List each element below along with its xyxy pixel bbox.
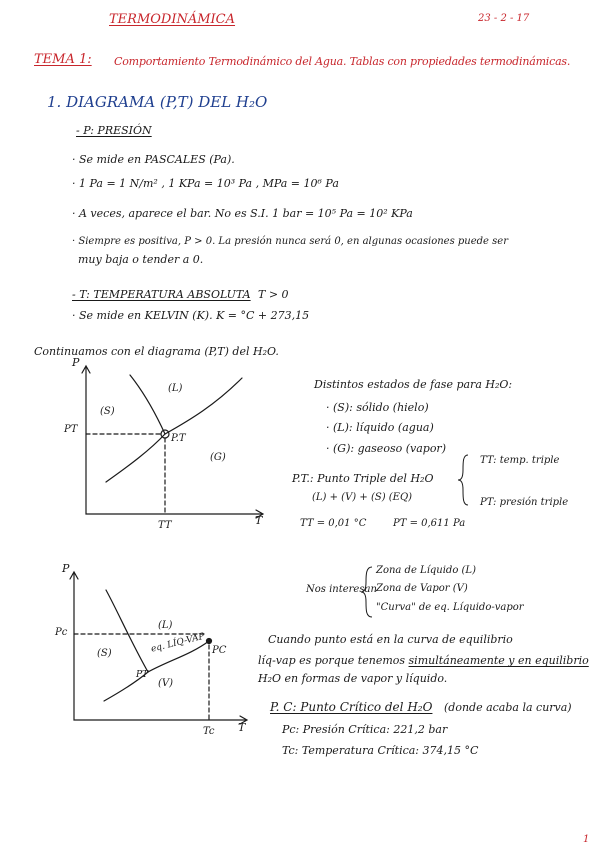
continue-text: Continuamos con el diagrama (P,T) del H₂O.: [34, 345, 279, 358]
diagram2-pc-label: Pc: [55, 627, 68, 638]
phase-gas: · (G): gaseoso (vapor): [326, 442, 446, 455]
diagram1-region-gas: (G): [210, 452, 226, 463]
diagram1-t-axis-label: T: [255, 514, 263, 527]
diagram2-critical-point: [207, 639, 212, 644]
document-date: 23 - 2 - 17: [478, 13, 530, 24]
triple-pressure-desc: PT: presión triple: [480, 497, 569, 508]
diagram1-p-axis-label: P: [72, 356, 80, 369]
presion-line-4: · Siempre es positiva, P > 0. La presión nunca será 0, en algunas ocasiones puede ser: [72, 236, 508, 247]
triple-point-title: P.T.: Punto Triple del H₂O: [292, 472, 434, 485]
diagram2-region-solid: (S): [97, 648, 112, 659]
diagram2-curve-label: eq. LÍQ-VAP: [150, 631, 206, 655]
document-title: TERMODINÁMICA: [109, 12, 236, 27]
diagram2-fusion-curve: [106, 590, 148, 672]
presion-line-5: muy baja o tender a 0.: [78, 253, 204, 266]
presion-line-2: · 1 Pa = 1 N/m² , 1 KPa = 10³ Pa , MPa = 10⁶ Pa: [72, 177, 339, 190]
diagram2-tc-label: Tc: [203, 726, 215, 737]
temperatura-heading: - T: TEMPERATURA ABSOLUTA: [72, 288, 251, 301]
diagram1-tt-label: TT: [158, 520, 172, 531]
critical-point-title: P. C: Punto Crítico del H₂O: [270, 700, 433, 714]
tema-title: Comportamiento Termodinámico del Agua. Tablas con propiedades termodinámicas.: [114, 55, 571, 68]
critical-pressure: Pc: Presión Crítica: 221,2 bar: [282, 723, 448, 736]
diagram1-sublimation-curve: [106, 434, 165, 482]
diagram2-t-axis-label: T: [238, 721, 246, 734]
diagram2-region-liquid: (L): [158, 620, 173, 631]
equilibrium-line-2-start: líq-vap es porque tenemos: [258, 654, 409, 667]
diagram1-region-liquid: (L): [168, 383, 183, 394]
phases-intro: Distintos estados de fase para H₂O:: [314, 378, 513, 391]
page-number: 1: [583, 834, 590, 845]
diagram1-triple-point-label: P.T: [171, 433, 186, 444]
triple-brace: [458, 455, 468, 505]
interest-zone-vapor: Zona de Vapor (V): [376, 583, 468, 594]
presion-line-1: · Se mide en PASCALES (Pa).: [72, 153, 235, 166]
diagram1-fusion-curve: [130, 375, 165, 434]
presion-heading: - P: PRESIÓN: [76, 124, 152, 137]
critical-temperature: Tc: Temperatura Crítica: 374,15 °C: [282, 744, 479, 757]
equilibrium-line-3: H₂O en formas de vapor y líquido.: [258, 672, 448, 685]
critical-point-note: (donde acaba la curva): [444, 701, 572, 714]
interest-zone-liquid: Zona de Líquido (L): [376, 565, 476, 576]
temperatura-condition: T > 0: [258, 288, 289, 301]
triple-pressure-value: PT = 0,611 Pa: [393, 518, 466, 529]
equilibrium-line-2: [258, 654, 589, 667]
triple-temp-value: TT = 0,01 °C: [300, 518, 367, 529]
temperatura-line-1: · Se mide en KELVIN (K). K = °C + 273,15: [72, 309, 310, 322]
triple-point-equation: (L) + (V) + (S) (EQ): [312, 492, 413, 503]
diagram2-critical-label: PC: [212, 645, 227, 656]
diagram2-region-vapor: (V): [158, 678, 174, 689]
diagram2-p-axis-label: P: [62, 562, 70, 575]
phase-liquid: · (L): líquido (agua): [326, 421, 434, 434]
tema-label: TEMA 1:: [34, 52, 92, 67]
presion-line-3: · A veces, aparece el bar. No es S.I. 1 bar = 10⁵ Pa = 10² KPa: [72, 207, 413, 220]
interest-lead: Nos interesan: [306, 584, 377, 595]
diagram1-region-solid: (S): [100, 406, 115, 417]
equilibrium-line-1: Cuando punto está en la curva de equilibrio: [268, 633, 513, 646]
section-title: 1. DIAGRAMA (P,T) DEL H₂O: [47, 93, 268, 111]
triple-temp-desc: TT: temp. triple: [480, 455, 560, 466]
equilibrium-line-2-emphasis: simultáneamente y en equilibrio: [408, 654, 589, 667]
diagram2-triple-label: PT: [136, 670, 149, 680]
phase-solid: · (S): sólido (hielo): [326, 401, 429, 414]
diagram1-pt-label: PT: [64, 424, 78, 435]
interest-curve: "Curva" de eq. Líquido-vapor: [376, 602, 524, 613]
